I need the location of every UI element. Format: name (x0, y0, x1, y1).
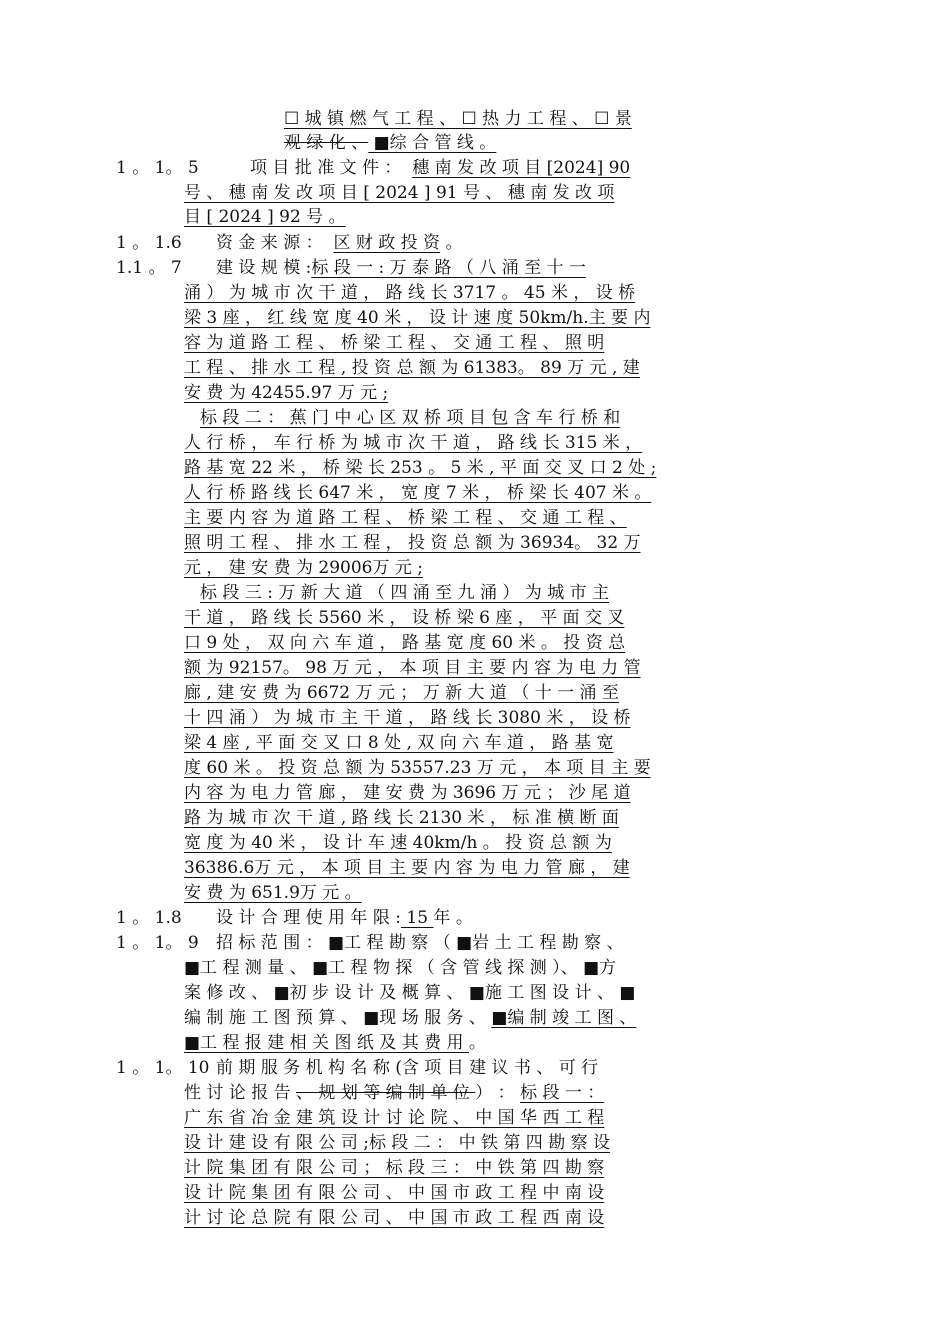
line-prior-service-3: 广 东 省 冶 金 建 筑 设 计 讨 论 院 、 中 国 华 西 工 程 (184, 1108, 605, 1128)
prior-service-2c: ） ： (475, 1083, 521, 1103)
line-section-three-3: 口 9 处 ， 双 向 六 车 道 ， 路 基 宽 度 60 米 。 投 资 总 (184, 633, 626, 653)
line-section-two-2: 人 行 桥 ， 车 行 桥 为 城 市 次 干 道 ， 路 线 长 315 米 ， (184, 433, 643, 453)
prior-service-2a: 性 讨 论 报 告 (184, 1083, 297, 1103)
line-funding-source (216, 232, 462, 254)
line-section-three-7: 梁 4 座 , 平 面 交 叉 口 8 处 , 双 向 六 车 道 ， 路 基 宽 (184, 733, 614, 753)
line-section-one-3: 梁 3 座 ， 红 线 宽 度 40 米 ， 设 计 速 度 50km/h.主 要 内 (184, 308, 651, 328)
line-approval-docs-2: 号 、 穗 南 发 改 项 目 [ 2024 ] 91 号 、 穗 南 发 改 项 (184, 183, 615, 203)
funding-period: 。 (440, 233, 463, 253)
struck-landscape: 观 绿 化 、 (284, 133, 369, 153)
line-prior-service-1: 前 期 服 务 机 构 名 称 (含 项 目 建 议 书 、 可 行 (216, 1058, 599, 1078)
line-section-one-2: 涌 ） 为 城 市 次 干 道 ， 路 线 长 3717 。 45 米 ， 设 桥 (184, 283, 636, 303)
line-section-three-1: 标 段 三 : 万 新 大 道 （ 四 涌 至 九 涌 ） 为 城 市 主 (200, 583, 609, 603)
line-prior-service-6: 设 计 院 集 团 有 限 公 司 、 中 国 市 政 工 程 中 南 设 (184, 1183, 605, 1203)
funding-label: 资 金 来 源 ： (216, 233, 323, 253)
funding-value: 区 财 政 投 资 (333, 233, 441, 253)
line-tender-scope-4 (184, 1007, 636, 1029)
line-section-two-3: 路 基 宽 22 米 ， 桥 梁 长 253 。 5 米 , 平 面 交 叉 口 2 处 ; (184, 458, 657, 478)
line-prior-service-4: 设 计 建 设 有 限 公 司 ;标 段 二 ： 中 铁 第 四 勘 察 设 (184, 1133, 610, 1153)
approval-value: 穗 南 发 改 项 目 [2024] 90 (412, 158, 631, 178)
line-tender-scope-1: 招 标 范 围 ： ■工 程 勘 察 （ ■岩 土 工 程 勘 察 、 (216, 933, 624, 953)
line-section-two-4: 人 行 桥 路 线 长 647 米 ， 宽 度 7 米 ， 桥 梁 长 407 米 。 (184, 483, 652, 503)
line-section-two-7: 元 ， 建 安 费 为 29006万 元 ; (184, 558, 424, 578)
item-number-1-1-9: 1 。 1。 9 (116, 933, 199, 953)
line-section-three-12: 36386.6万 元 ， 本 项 目 主 要 内 容 为 电 力 管 廊 ， 建 (184, 858, 630, 878)
item-number-1-1-8: 1 。 1.8 (116, 908, 182, 928)
line-section-three-9: 内 容 为 电 力 管 廊 ， 建 安 费 为 3696 万 元 ； 沙 尾 道 (184, 783, 631, 803)
line-section-three-13: 安 费 为 651.9万 元 。 (184, 883, 362, 903)
line-section-three-6: 十 四 涌 ） 为 城 市 主 干 道 ， 路 线 长 3080 米 ， 设 桥 (184, 708, 631, 728)
scale-label: 建 设 规 模 : (216, 258, 312, 278)
line-tender-scope-2: ■工 程 测 量 、 ■工 程 物 探 （ 含 管 线 探 测 ）、 ■方 (184, 958, 617, 978)
item-number-1-1-7: 1.1 。 7 (116, 258, 182, 278)
approval-label: 项 目 批 准 文 件 ： (250, 158, 402, 178)
tender-scope-4a: 编 制 施 工 图 预 算 、 ■现 场 服 务 、 (184, 1008, 492, 1028)
design-life-label: 设 计 合 理 使 用 年 限 : (216, 908, 401, 928)
line-gas-heat-landscape: ☐ 城 镇 燃 气 工 程 、 ☐ 热 力 工 程 、 ☐ 景 (284, 109, 632, 129)
line-section-one-6: 安 费 为 42455.97 万 元 ; (184, 383, 389, 403)
item-number-1-1-6: 1 。 1.6 (116, 233, 182, 253)
item-number-1-1-5: 1 。 1。 5 (116, 158, 199, 178)
line-section-three-11: 宽 度 为 40 米 ， 设 计 车 速 40km/h 。 投 资 总 额 为 (184, 833, 612, 853)
line-section-three-8: 度 60 米 。 投 资 总 额 为 53557.23 万 元 ， 本 项 目 主 要 (184, 758, 651, 778)
line-prior-service-5: 计 院 集 团 有 限 公 司 ； 标 段 三 ： 中 铁 第 四 勘 察 (184, 1158, 605, 1178)
pipeline-option: ■综 合 管 线 。 (368, 133, 497, 153)
prior-service-2d: 标 段 一 ： (520, 1083, 605, 1103)
line-approval-docs-3: 目 [ 2024 ] 92 号 。 (184, 207, 346, 227)
line-section-two-1: 标 段 二 ： 蕉 门 中 心 区 双 桥 项 目 包 含 车 行 桥 和 (200, 408, 621, 428)
line-section-three-10: 路 为 城 市 次 干 道 , 路 线 长 2130 米 ， 标 准 横 断 面 (184, 808, 619, 828)
tender-scope-5b: 。 (468, 1033, 486, 1053)
line-section-two-6: 照 明 工 程 、 排 水 工 程 ， 投 资 总 额 为 36934。 32 万 (184, 533, 641, 553)
design-life-unit: 年 。 (433, 908, 473, 928)
design-life-value: 15 (400, 908, 434, 928)
prior-service-2b-struck: 、 规 划 等 编 制 单 位 (296, 1083, 476, 1103)
tender-scope-4b: ■编 制 竣 工 图 、 (491, 1008, 637, 1028)
line-section-two-5: 主 要 内 容 为 道 路 工 程 、 桥 梁 工 程 、 交 通 工 程 、 (184, 508, 627, 528)
section-one-start: 标 段 一 : 万 泰 路 （ 八 涌 至 十 一 (311, 258, 586, 278)
line-design-life (216, 907, 473, 929)
line-section-three-5: 廊 , 建 安 费 为 6672 万 元 ； 万 新 大 道 （ 十 一 涌 至 (184, 683, 619, 703)
item-number-1-1-10: 1 。 1。 10 (116, 1058, 210, 1078)
line-section-one-5: 工 程 、 排 水 工 程 , 投 资 总 额 为 61383。 89 万 元 , 建 (184, 358, 640, 378)
line-section-three-2: 干 道 ， 路 线 长 5560 米 ， 设 桥 梁 6 座 ， 平 面 交 叉 (184, 608, 625, 628)
tender-scope-5a: ■工 程 报 建 相 关 图 纸 及 其 费 用 (184, 1033, 469, 1053)
line-approval-docs (250, 157, 630, 179)
line-prior-service-2 (184, 1082, 604, 1104)
line-landscape-pipeline (284, 132, 496, 154)
line-prior-service-7: 计 讨 论 总 院 有 限 公 司 、 中 国 市 政 工 程 西 南 设 (184, 1208, 605, 1228)
line-section-three-4: 额 为 92157。 98 万 元 ， 本 项 目 主 要 内 容 为 电 力 管 (184, 658, 641, 678)
line-tender-scope-5 (184, 1032, 486, 1054)
line-section-one-4: 容 为 道 路 工 程 、 桥 梁 工 程 、 交 通 工 程 、 照 明 (184, 333, 605, 353)
line-tender-scope-3: 案 修 改 、 ■初 步 设 计 及 概 算 、 ■施 工 图 设 计 、 ■ (184, 983, 636, 1003)
line-scale (216, 257, 586, 279)
